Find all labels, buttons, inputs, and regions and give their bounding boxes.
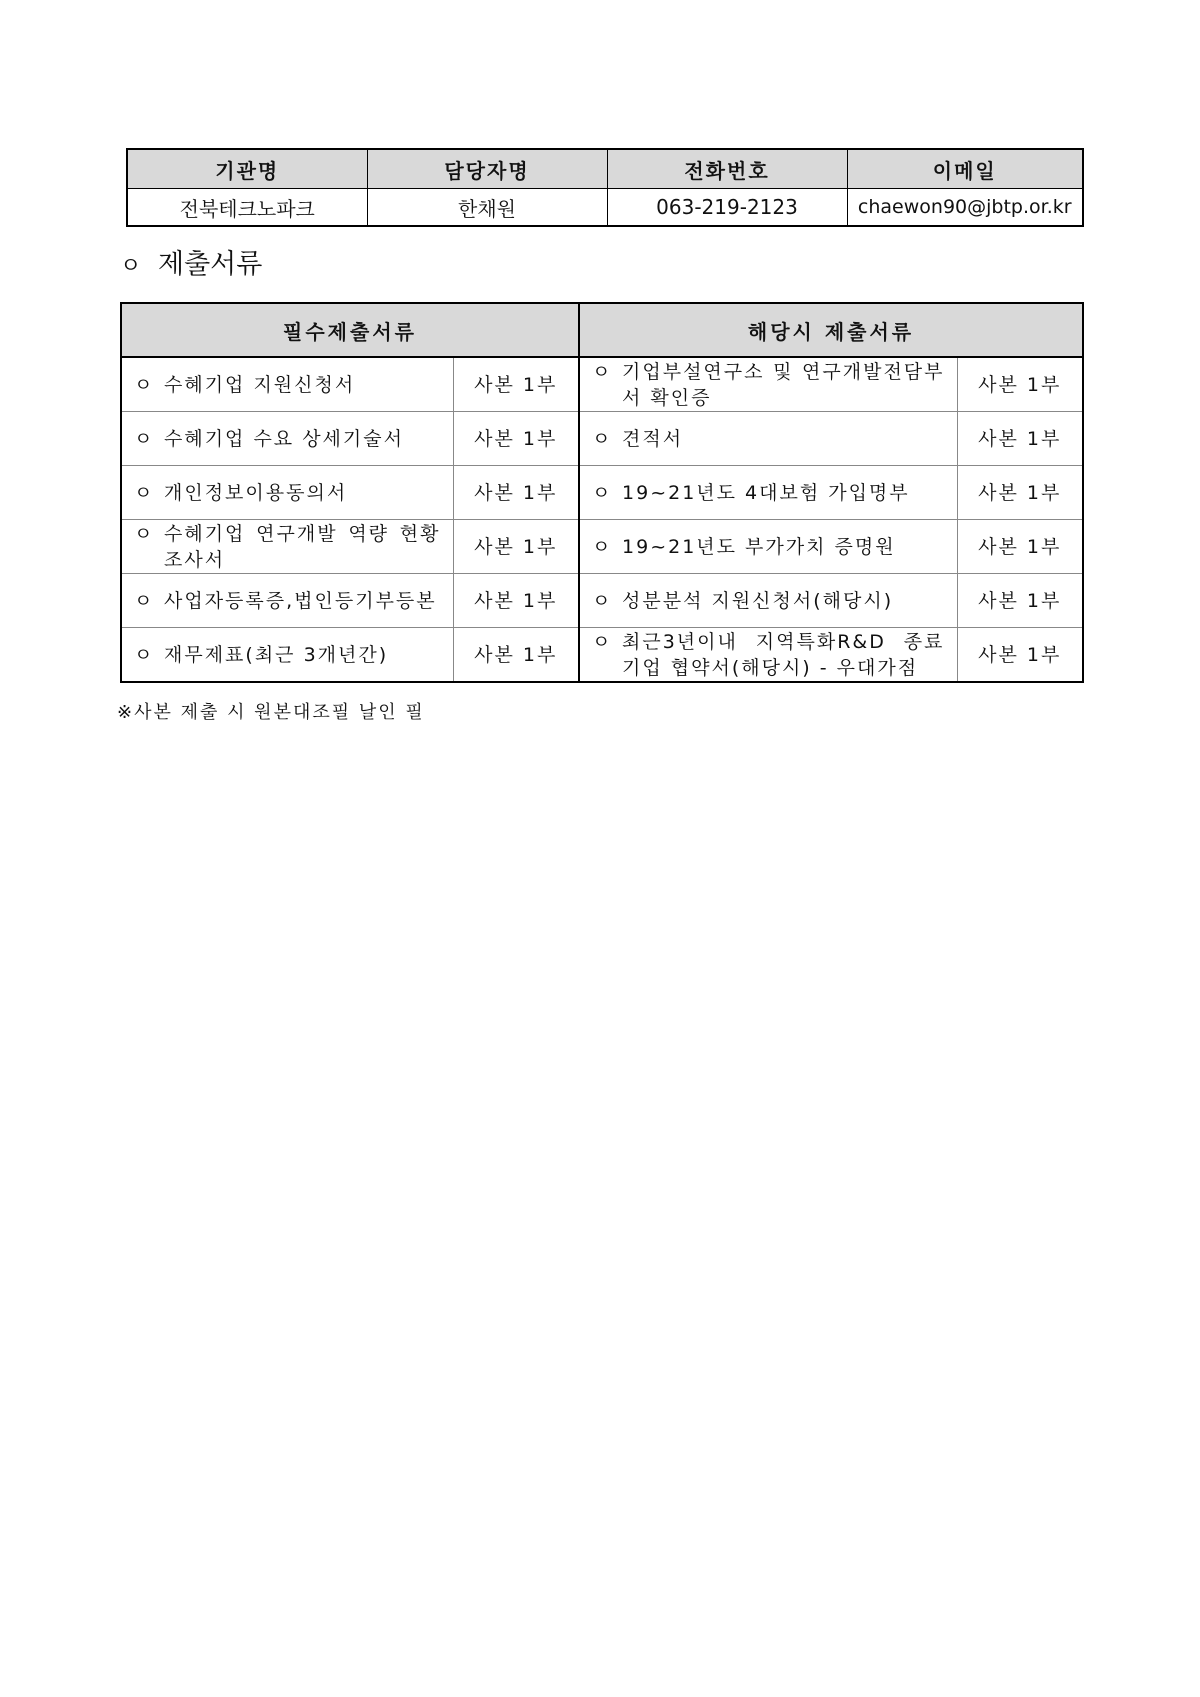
required-document [121,520,453,574]
contact-header-row [127,149,1083,189]
required-document-label: 수혜기업 연구개발 역량 현황조사서 [164,522,441,571]
list-bullet: ㅇ [592,630,613,653]
conditional-document-content [592,480,945,506]
required-document-label: 수혜기업 지원신청서 [164,373,356,396]
documents-table [120,302,1084,683]
section-marker: ㅇ [120,254,142,279]
conditional-document-content [592,359,945,411]
header-required-documents: 필수제출서류 [121,303,579,357]
required-document-label: 재무제표(최근 3개년간) [164,643,389,666]
required-document-copies: 사본 1부 [453,357,579,412]
conditional-document-content [592,426,945,452]
conditional-document [579,574,957,628]
conditional-document [579,412,957,466]
header-phone: 전화번호 [607,149,847,189]
list-bullet: ㅇ [134,589,155,612]
required-document-copies: 사본 1부 [453,520,579,574]
conditional-document-label: 19~21년도 4대보험 가입명부 [622,481,910,504]
conditional-document-content [592,588,945,614]
list-bullet: ㅇ [592,360,613,383]
footnote: ※사본 제출 시 원본대조필 날인 필 [117,702,425,723]
required-document [121,466,453,520]
list-bullet: ㅇ [134,373,155,396]
required-document-content [134,480,441,506]
section-heading [120,242,262,281]
conditional-document [579,466,957,520]
documents-header-row [121,303,1083,357]
list-bullet: ㅇ [592,481,613,504]
conditional-document-label: 최근3년이내 지역특화R&D 종료기업 협약서(해당시) - 우대가점 [622,630,945,679]
list-bullet: ㅇ [592,535,613,558]
phone-number: 063-219-2123 [607,189,847,227]
required-document [121,412,453,466]
conditional-document-copies: 사본 1부 [957,574,1083,628]
conditional-document-label: 기업부설연구소 및 연구개발전담부서 확인증 [622,360,945,409]
list-bullet: ㅇ [134,427,155,450]
required-document-content [134,642,441,668]
list-bullet: ㅇ [134,643,155,666]
contact-table [126,148,1084,227]
header-organization: 기관명 [127,149,367,189]
contact-person-name: 한채원 [367,189,607,227]
required-document-copies: 사본 1부 [453,466,579,520]
conditional-document-label: 19~21년도 부가가치 증명원 [622,535,896,558]
document-row [121,520,1083,574]
document-row [121,357,1083,412]
contact-row [127,189,1083,227]
conditional-document-copies: 사본 1부 [957,357,1083,412]
conditional-document-copies: 사본 1부 [957,520,1083,574]
section-title: 제출서류 [158,249,263,280]
required-document-content [134,372,441,398]
required-document-label: 수혜기업 수요 상세기술서 [164,427,404,450]
required-document-label: 사업자등록증,법인등기부등본 [164,589,437,612]
list-bullet: ㅇ [134,522,155,545]
conditional-document-content [592,534,945,560]
document-row [121,574,1083,628]
required-document-label: 개인정보이용동의서 [164,481,348,504]
required-document-copies: 사본 1부 [453,628,579,683]
required-document-content [134,521,441,573]
email-address: chaewon90@jbtp.or.kr [847,189,1083,227]
conditional-document-copies: 사본 1부 [957,412,1083,466]
header-conditional-documents: 해당시 제출서류 [579,303,1083,357]
conditional-document-content [592,629,945,681]
required-document-copies: 사본 1부 [453,412,579,466]
required-document-copies: 사본 1부 [453,574,579,628]
conditional-document-label: 성분분석 지원신청서(해당시) [622,589,894,612]
organization-name: 전북테크노파크 [127,189,367,227]
list-bullet: ㅇ [592,589,613,612]
document-row [121,466,1083,520]
required-document-content [134,426,441,452]
document-row [121,412,1083,466]
required-document [121,574,453,628]
conditional-document [579,520,957,574]
conditional-document [579,357,957,412]
list-bullet: ㅇ [592,427,613,450]
header-contact-person: 담당자명 [367,149,607,189]
document-row [121,628,1083,683]
conditional-document [579,628,957,683]
required-document [121,628,453,683]
header-email: 이메일 [847,149,1083,189]
conditional-document-copies: 사본 1부 [957,466,1083,520]
list-bullet: ㅇ [134,481,155,504]
required-document-content [134,588,441,614]
conditional-document-copies: 사본 1부 [957,628,1083,683]
required-document [121,357,453,412]
conditional-document-label: 견적서 [622,427,684,450]
